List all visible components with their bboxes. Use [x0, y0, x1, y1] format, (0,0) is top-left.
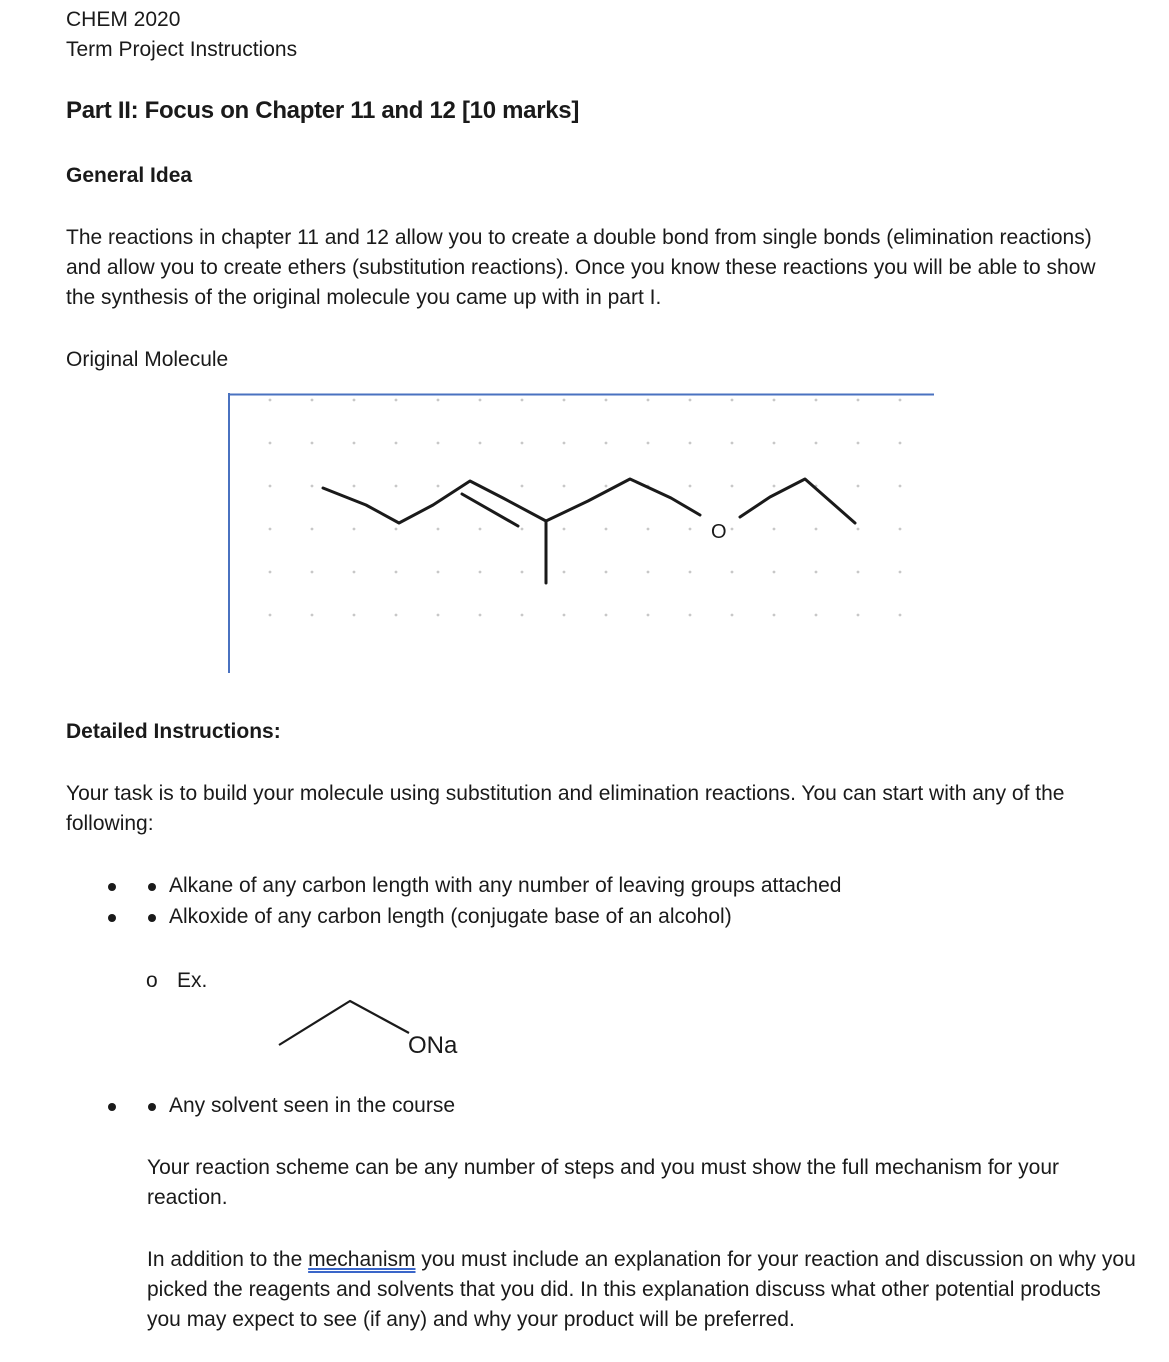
- list-item: Alkoxide of any carbon length (conjugate base of an alcohol): [169, 905, 732, 928]
- detailed-instructions-heading: Detailed Instructions:: [66, 720, 281, 743]
- grid-dot: [605, 571, 608, 574]
- grid-dot: [395, 528, 398, 531]
- grid-dot: [521, 528, 524, 531]
- grid-dot: [857, 528, 860, 531]
- grid-dot: [731, 528, 734, 531]
- grid-dot: [563, 442, 566, 445]
- grid-dot: [605, 442, 608, 445]
- grid-dot: [563, 485, 566, 488]
- example-label: Ex.: [177, 969, 208, 992]
- grid-dot: [353, 528, 356, 531]
- inner-bullet-3: [148, 1103, 156, 1111]
- grid-dot: [269, 614, 272, 617]
- grid-dot: [269, 399, 272, 402]
- part-title: Part II: Focus on Chapter 11 and 12 [10 marks]: [66, 97, 580, 124]
- example-alkoxide-structure: [270, 990, 490, 1065]
- grid-dot: [605, 485, 608, 488]
- grid-dot: [395, 614, 398, 617]
- grid-dot: [311, 442, 314, 445]
- grid-dot: [815, 442, 818, 445]
- grid-dot: [269, 571, 272, 574]
- ona-label: ONa: [408, 1032, 458, 1059]
- mechanism-link[interactable]: mechanism: [308, 1248, 416, 1271]
- grid-dot: [647, 614, 650, 617]
- original-molecule-label: Original Molecule: [66, 348, 229, 371]
- grid-dot: [773, 571, 776, 574]
- grid-dot: [269, 442, 272, 445]
- grid-dot: [731, 399, 734, 402]
- grid-dot: [563, 571, 566, 574]
- grid-dot: [479, 399, 482, 402]
- grid-dot: [479, 571, 482, 574]
- grid-dot: [437, 571, 440, 574]
- outer-bullet-3: [108, 1103, 116, 1111]
- grid-dot: [689, 442, 692, 445]
- grid-dot: [647, 399, 650, 402]
- sub-bullet-marker: o: [146, 969, 158, 992]
- grid-dot: [689, 485, 692, 488]
- grid-dot: [437, 399, 440, 402]
- grid-dot: [731, 571, 734, 574]
- grid-dot: [269, 528, 272, 531]
- grid-dot: [563, 528, 566, 531]
- grid-dot: [311, 528, 314, 531]
- outer-bullet-2: [108, 914, 116, 922]
- grid-dot: [395, 571, 398, 574]
- grid-dot: [899, 614, 902, 617]
- grid-dot: [563, 399, 566, 402]
- grid-dot: [815, 571, 818, 574]
- grid-dot: [773, 399, 776, 402]
- grid-dot: [647, 571, 650, 574]
- explanation-text-end: you must include an explanation for your reaction and discussion on why you picked the reagents and solvents that you did. In this explanation discuss what other potential products you may expect to see (if any) and why your product will be preferred.: [147, 1248, 1136, 1331]
- ethoxide-drawing: [270, 990, 490, 1065]
- grid-dot: [773, 528, 776, 531]
- course-code: CHEM 2020: [66, 8, 181, 31]
- grid-dot: [521, 442, 524, 445]
- detailed-intro-text: Your task is to build your molecule using substitution and elimination reactions. You can start with any of the following:: [66, 782, 1065, 835]
- grid-dot: [689, 399, 692, 402]
- grid-dot: [899, 399, 902, 402]
- grid-dot: [647, 442, 650, 445]
- grid-dot: [899, 528, 902, 531]
- inner-bullet-1: [148, 883, 156, 891]
- document-subtitle: Term Project Instructions: [66, 38, 298, 61]
- molecule-structure: [228, 393, 934, 673]
- grid-dot: [437, 442, 440, 445]
- grid-dot: [437, 614, 440, 617]
- grid-dot: [689, 528, 692, 531]
- grid-dot: [353, 442, 356, 445]
- grid-dot: [395, 442, 398, 445]
- grid-dot: [857, 485, 860, 488]
- list-item: Alkane of any carbon length with any number of leaving groups attached: [169, 874, 842, 897]
- grid-dot: [353, 399, 356, 402]
- grid-dot: [479, 442, 482, 445]
- grid-dot: [353, 614, 356, 617]
- grid-dot: [311, 614, 314, 617]
- molecule-drawing-canvas: [228, 393, 934, 673]
- grid-dot: [521, 571, 524, 574]
- grid-dot: [353, 485, 356, 488]
- grid-dot: [857, 442, 860, 445]
- grid-dot: [479, 528, 482, 531]
- grid-dot: [437, 528, 440, 531]
- grid-dot: [773, 442, 776, 445]
- grid-dot: [773, 485, 776, 488]
- grid-dot: [773, 614, 776, 617]
- grid-dot: [815, 399, 818, 402]
- grid-dot: [605, 399, 608, 402]
- grid-dot: [311, 485, 314, 488]
- grid-dot: [647, 528, 650, 531]
- grid-dot: [605, 614, 608, 617]
- grid-dot: [353, 571, 356, 574]
- explanation-text: [147, 1245, 1137, 1335]
- grid-dot: [731, 614, 734, 617]
- grid-dot: [857, 614, 860, 617]
- grid-dot: [437, 485, 440, 488]
- grid-dot: [899, 442, 902, 445]
- grid-dot: [311, 399, 314, 402]
- general-idea-text: The reactions in chapter 11 and 12 allow you to create a double bond from single bonds (elimination reactions) and allow you to create ethers (substitution reactions). Once you know these reactions you will be able to show the synthesis of the original molecule you came up with in part I.: [66, 226, 1096, 309]
- grid-dot: [689, 571, 692, 574]
- grid-dot: [521, 399, 524, 402]
- grid-dot: [815, 528, 818, 531]
- grid-dot: [857, 571, 860, 574]
- grid-dot: [731, 485, 734, 488]
- grid-dot: [899, 571, 902, 574]
- grid-dot: [311, 571, 314, 574]
- grid-dot: [521, 485, 524, 488]
- outer-bullet-1: [108, 883, 116, 891]
- grid-dot: [395, 485, 398, 488]
- grid-dot: [815, 614, 818, 617]
- grid-dot: [479, 614, 482, 617]
- grid-dot: [689, 614, 692, 617]
- grid-dot: [857, 399, 860, 402]
- list-item: Any solvent seen in the course: [169, 1094, 456, 1117]
- grid-dot: [731, 442, 734, 445]
- grid-dot: [563, 614, 566, 617]
- inner-bullet-2: [148, 914, 156, 922]
- explanation-text-start: In addition to the: [147, 1248, 309, 1271]
- grid-dot: [605, 528, 608, 531]
- oxygen-atom-label: O: [711, 521, 727, 543]
- grid-dot: [395, 399, 398, 402]
- general-idea-heading: General Idea: [66, 164, 193, 187]
- reaction-scheme-text: Your reaction scheme can be any number of steps and you must show the full mechanism for your reaction.: [147, 1156, 1060, 1209]
- grid-dot: [269, 485, 272, 488]
- grid-dot: [521, 614, 524, 617]
- grid-dot: [899, 485, 902, 488]
